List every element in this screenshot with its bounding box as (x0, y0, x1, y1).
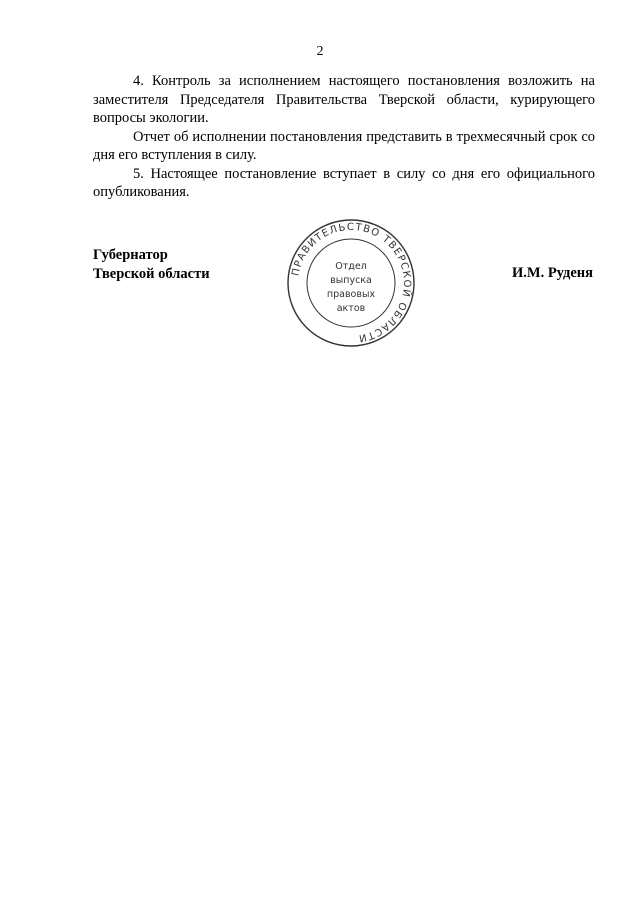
official-stamp (286, 218, 416, 348)
stamp-center-line-1: Отдел (335, 261, 367, 272)
stamp-center-line-4: актов (336, 303, 366, 314)
document-body (93, 72, 595, 202)
signatory-name: И.М. Руденя (511, 265, 593, 281)
stamp-center-line-2: выпуска (330, 275, 372, 286)
stamp-center-line-3: правовых (326, 289, 376, 300)
paragraph-item-5: 5. Настоящее постановление вступает в силу со дня его официального опубликования. (93, 165, 595, 200)
page-number: 2 (316, 44, 324, 59)
stamp-ring-text: ПРАВИТЕЛЬСТВО ТВЕРСКОЙ ОБЛАСТИ (290, 221, 413, 344)
signatory-title-line1: Губернатор (93, 247, 168, 263)
signatory-title (93, 246, 210, 283)
paragraph-item-4: 4. Контроль за исполнением настоящего постановления возложить на заместителя Председателя Правительства Тверской области, курирующего вопросы экологии. (93, 73, 595, 126)
signatory-title-line2: Тверской области (93, 265, 210, 282)
paragraph-report: Отчет об исполнении постановления представить в трехмесячный срок со дня его вступления в силу. (93, 128, 595, 163)
